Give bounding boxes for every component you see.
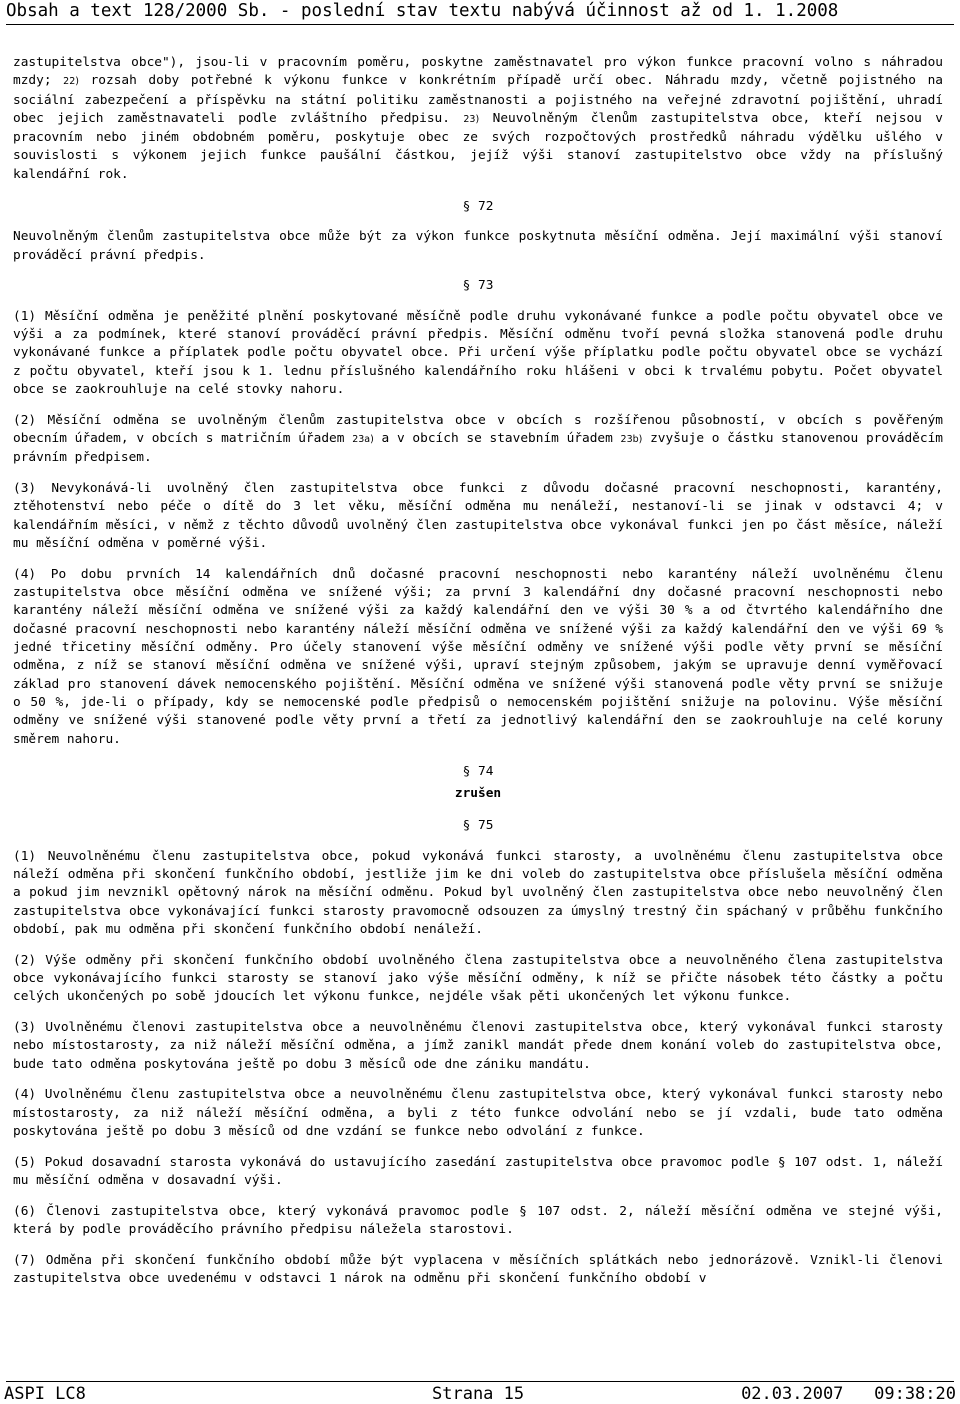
document-body xyxy=(13,54,943,1301)
header-divider xyxy=(6,24,954,25)
footer-app-name: ASPI LC8 xyxy=(4,1384,86,1404)
section-75-paragraph-5: (5) Pokud dosavadní starosta vykonává do ustavujícího zasedání zastupitelstva obce pravomoc podle § 107 odst. 1, náleží mu měsíční odměna v dosavadní výši. xyxy=(13,1154,943,1189)
intro-paragraph xyxy=(13,54,943,184)
section-74-status: zrušen xyxy=(454,786,502,802)
section-75-paragraph-2: (2) Výše odměny při skončení funkčního období uvolněného člena zastupitelstva obce a neuvolněného člena zastupitelstva obce vykonávajícího funkci starosty se stanoví jako výše měsíční odměny, k níž se přičte násobek této částky a počtu celých ukončených po sobě jdoucích let výkonu funkce, nejdéle však pěti ukončených let výkonu funkce. xyxy=(13,952,943,1005)
section-73-p2-text-c: zvyšuje o částku stanovenou prováděcím právním předpisem. xyxy=(13,431,943,466)
section-heading-73: § 73 xyxy=(462,278,494,294)
section-73-paragraph-1: (1) Měsíční odměna je peněžité plnění poskytované měsíčně podle druhu vykonávané funkce a podle počtu obyvatel obce ve výši a za podmínek, které stanoví prováděcí právní předpis. Měsíční odměnu tvoří pevná složka stanovená podle druhu vykonávané funkce a příplatek podle počtu obyvatel obce. Při určení výše příplatku podle počtu obyvatel obce se vychází z počtu obyvatel, kteří jsou k 1. lednu příslušného kalendářního roku hlášeni v obci k trvalému pobytu. Počet obyvatel obce se zaokrouhluje na celé stovky nahoru. xyxy=(13,308,943,397)
footnote-ref-23b[interactable]: 23b) xyxy=(620,434,643,446)
footnote-ref-23a[interactable]: 23a) xyxy=(352,434,374,446)
intro-text-1: zastupitelstva obce"), jsou-li v pracovním poměru, poskytne zaměstnavatel pro výkon funkce pracovní volno s náhradou mzdy; xyxy=(13,55,943,89)
section-75-paragraph-3: (3) Uvolněnému členovi zastupitelstva obce a neuvolněnému členovi zastupitelstva obce, který vykonával funkci starosty nebo místostarosty, za niž náleží měsíční odměna, a jímž zanikl mandát přede dnem konání voleb do zastupitelstva obce, bude tato odměna poskytována ještě po dobu 3 měsíců ode dne zániku mandátu. xyxy=(13,1020,943,1072)
footer-datetime: 02.03.2007 09:38:20 xyxy=(741,1384,956,1404)
footnote-ref-23[interactable]: 23) xyxy=(463,113,480,125)
section-73-paragraph-3: (3) Nevykonává-li uvolněný člen zastupitelstva obce funkci z důvodu dočasné pracovní neschopnosti, karantény, ztěhotenství nebo péče o dítě do 3 let věku, měsíční odměna mu nenáleží, nestanoví-li se jinak v odstavci 4; v kalendářním měsíci, v němž z těchto důvodů uvolněný člen zastupitelstva obce vykonával funkci jen po část měsíce, náleží mu měsíční odměna v poměrné výši. xyxy=(13,481,943,552)
footnote-ref-22[interactable]: 22) xyxy=(63,76,79,88)
section-75-paragraph-7: (7) Odměna při skončení funkčního období může být vyplacena v měsíčních splátkách nebo jednorázově. Vznikl-li členovi zastupitelstva obce uvedenému v odstavci 1 nárok na odměnu při skončení funkčního období v xyxy=(13,1253,943,1287)
section-heading-75: § 75 xyxy=(462,818,494,834)
document-header xyxy=(6,0,960,22)
footer-divider xyxy=(6,1381,954,1382)
section-72-paragraph-1: Neuvolněným členům zastupitelstva obce může být za výkon funkce poskytnuta měsíční odměna. Její maximální výši stanoví prováděcí právní předpis. xyxy=(13,229,943,263)
footer-page-number: Strana 15 xyxy=(432,1384,525,1404)
section-73-p2-text-b: a v obcích se stavebním úřadem xyxy=(373,431,621,447)
section-75-paragraph-4: (4) Uvolněnému členu zastupitelstva obce a neuvolněnému členu zastupitelstva obce, který vykonával funkci starosty nebo místostarosty, za niž náleží měsíční odměna, a byli z této funkce odvolání nebo se jí vzdali, bude tato odměna poskytována ještě po dobu 3 měsíců od dne vzdání se funkce nebo odvolání z funkce. xyxy=(13,1087,943,1140)
section-75-paragraph-1: (1) Neuvolněnému členu zastupitelstva obce, pokud vykonává funkci starosty, a uvolněnému členu zastupitelstva obce náleží odměna při skončení funkčního období, jestliže jim ke dni voleb do zastupitelstva obce příslušela měsíční odměna a pokud jim nevznikl opětovný nárok na měsíční odměnu. Pokud byl uvolněný člen zastupitelstva obce nebo neuvolněný člen zastupitelstva obce vykonávající funkci starosty pravomocně odsouzen za úmyslný trestný čin spáchaný v průběhu funkčního období, pak mu odměna při skončení funkčního období nenáleží. xyxy=(13,848,943,937)
section-73-paragraph-4: (4) Po dobu prvních 14 kalendářních dnů dočasné pracovní neschopnosti nebo karantény náleží uvolněnému členu zastupitelstva obce měsíční odměna ve snížené výši; za první 3 kalendářní dny dočasné pracovní neschopnosti nebo karantény náleží měsíční odměna ve snížené výši za každý kalendářní den ve výši 30 % a od čtvrtého kalendářního dne dočasné pracovní neschopnosti nebo karantény náleží měsíční odměna ve snížené výši za každý kalendářní den ve výši 69 % jedné třicetiny měsíční odměny. Pro účely stanovení výše měsíční odměny ve snížené výši podle věty první se měsíční odměna, z níž se stanoví měsíční odměna ve snížené výši, upraví stejným způsobem, jakým se upravuje denní vyměřovací základ pro stanovení dávek nemocenského pojištění. Měsíční odměna ve snížené výši stanovená podle věty první se snižuje o 50 %, jde-li o případy, kdy se nemocenské podle předpisů o nemocenském pojištění snižuje na polovinu. Výše měsíční odměny ve snížené výši stanovené podle věty první a třetí za jednotlivý kalendářní den se zaokrouhluje na celé koruny směrem nahoru. xyxy=(13,566,943,747)
intro-text-3: Neuvolněným členům zastupitelstva obce, kteří nejsou v pracovním nebo jiném obdobném poměru, poskytuje obec ze svých rozpočtových prostředků náhradu výdělku ušlého v souvislosti s výkonem jejich funkce paušální částkou, jejíž výši stanoví zastupitelstvo obce vždy na příslušný kalendářní rok. xyxy=(13,110,943,182)
header-title: Obsah a text 128/2000 Sb. - poslední stav textu nabývá účinnost až od 1. 1.2008 xyxy=(6,1,839,21)
section-73-p2-text-a: (2) Měsíční odměna se uvolněným členům zastupitelstva obce v obcích s rozšířenou působností, v obcích s pověřeným obecním úřadem, v obcích s matričním úřadem xyxy=(13,412,943,447)
intro-text-2: rozsah doby potřebné k výkonu funkce v konkrétním případě určí obec. Náhradu mzdy, včetně pojistného na sociální zabezpečení a příspěvku na státní politiku zaměstnanosti a pojistného na veřejné zdravotní pojištění, uhradí obec jejich zaměstnavateli podle zvláštního předpisu. xyxy=(13,73,943,126)
section-heading-74: § 74 xyxy=(462,763,494,779)
section-heading-72: § 72 xyxy=(462,199,494,215)
section-73-paragraph-2 xyxy=(13,412,943,468)
section-75-paragraph-6: (6) Členovi zastupitelstva obce, který vykonává pravomoc podle § 107 odst. 2, náleží měsíční odměna ve stejné výši, která by podle prováděcího právního předpisu náležela starostovi. xyxy=(13,1203,943,1238)
